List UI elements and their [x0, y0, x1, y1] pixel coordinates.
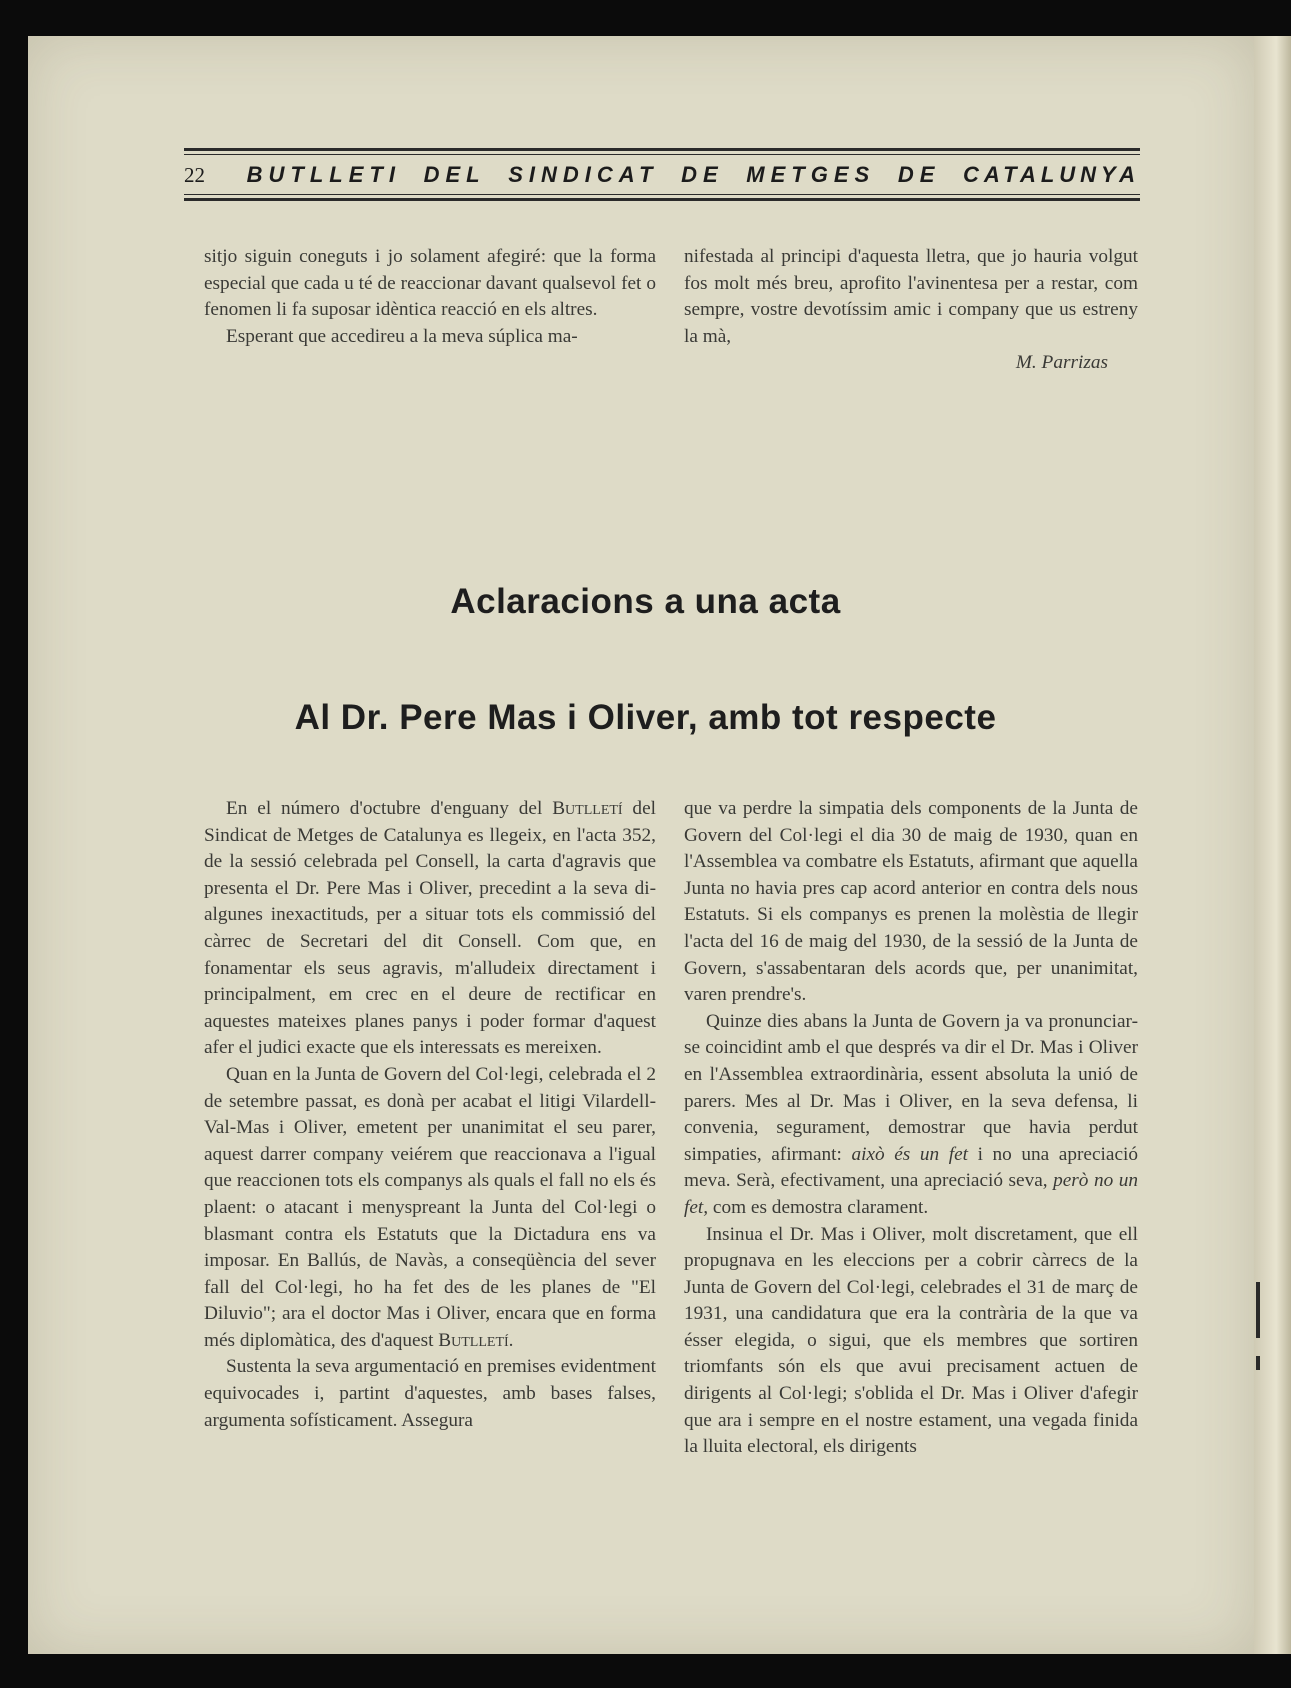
paragraph [204, 796, 656, 1062]
paragraph: sitjo siguin coneguts i jo solament afegiré: que la forma especial que cada u té de reaccionar davant qualsevol fet o fenomen li fa suposar idèntica reacció en els altres. [204, 246, 656, 321]
paragraph: Esperant que accedireu a la meva súplica ma- [226, 325, 578, 347]
article-right-column [684, 796, 1138, 1461]
header-word: DE [897, 162, 941, 187]
header-line [184, 162, 1140, 188]
text-run: En el número d'octubre d'enguany del [226, 798, 553, 819]
page-edge [1254, 36, 1291, 1654]
letter-left-column [204, 244, 656, 350]
article-subtitle: Al Dr. Pere Mas i Oliver, amb tot respecte [294, 698, 997, 737]
text-run: com es demostra clarament. [708, 1196, 929, 1218]
header-word: METGES [746, 162, 876, 187]
running-header [184, 148, 1140, 204]
letter-right-column [684, 244, 1138, 377]
paragraph: Insinua el Dr. Mas i Oliver, molt discretament, que ell propugnava en les eleccions per a cobrir càrrecs de la Junta de Govern del Col·legi, celebrades el 31 de març de 1931, una candidatura que era la contrària de la que va ésser elegida, o sigui, que els membres que sortiren triomfants són els que avui precisament actuen de dirigents al Col·legi; s'oblida el Dr. Mas i Oliver d'afegir que ara i sempre en el nostre estament, una vegada finida la lluita electoral, els dirigents [684, 1223, 1138, 1458]
ink-mark [1256, 1356, 1260, 1370]
header-rule-bottom [184, 198, 1140, 201]
header-word: DE [681, 162, 724, 187]
article-title: Aclaracions a una acta [450, 582, 841, 621]
signature: M. Parrizas [1015, 352, 1108, 374]
paragraph: nifestada al principi d'aquesta lletra, que jo hauria volgut fos molt més breu, aprofito l'avinentesa per a restar, com sempre, vostre devotíssim amic i company que us estreny la mà, [684, 246, 1138, 347]
page-number: 22 [184, 162, 205, 187]
journal-name: Butlletí [552, 798, 623, 819]
header-word: SINDICAT [508, 162, 659, 187]
text-run: Quinze dies abans la Junta de Govern ja va pronunciar-se coincidint amb el que després va dir el Dr. Mas i Oliver en l'Assemblea extraordinària, essent absoluta la unió de parers. Mes al Dr. Mas i Oliver, en la seva defensa, li convenia, segurament, demostrar que havia perdut simpaties, afirmant: [684, 1010, 1138, 1165]
header-rule-top [184, 148, 1140, 151]
article-left-column [204, 796, 656, 1434]
ink-mark [1256, 1282, 1260, 1338]
text-run: i no una apreciació meva. Serà, efectivament, una apreciació seva, [684, 1143, 1138, 1192]
paragraph: que va perdre la simpatia dels components de la Junta de Govern del Col·legi el dia 30 de maig de 1930, quan en l'Assemblea va combatre els Estatuts, afirmant que aquella Junta no havia pres cap acord anterior en contra dels nous Estatuts. Si els companys es prenen la molèstia de llegir l'acta del 16 de maig del 1930, de la sessió de la Junta de Govern, s'assabentaran dels acords que, per unanimitat, varen prendre's. [684, 798, 1138, 1006]
paragraph [204, 1062, 656, 1355]
text-run: Quan en la Junta de Govern del Col·legi, celebrada el 2 de setembre passat, es donà per acabat el litigi Vilardell-Val-Mas i Oliver, emetent per unanimitat el seu parer, aquest darrer company veiérem que reaccionava a l'igual que reaccionen tots els companys als quals el fall no els és plaent: o atacant i menyspreant la Junta del Col·legi o blasmant contra els Estatuts que la Dictadura ens va imposar. En Ballús, de Navàs, a conseqüència del sever fall del Col·legi, ho ha fet des de les planes de "El Diluvio"; ara el doctor Mas i Oliver, encara que en forma més diplomàtica, des d'aquest [204, 1063, 656, 1351]
paragraph: Sustenta la seva argumentació en premises evidentment equivocades i, partint d'aquestes, amb bases falses, argumenta sofísticament. Assegura [204, 1356, 656, 1431]
header-word: BUTLLETI [246, 162, 401, 187]
journal-name: Butlletí [438, 1329, 509, 1351]
text-run: . [508, 1329, 514, 1351]
italic-run: però no un fet, [684, 1170, 1138, 1218]
header-rule-bottom-thin [184, 194, 1140, 195]
header-word: CATALUNYA [963, 162, 1140, 187]
paragraph [684, 1009, 1138, 1222]
text-run: del Sindicat de Metges de Catalunya es llegeix, en l'acta 352, de la sessió celebrada pel Consell, la carta d'agravis que presenta el Dr. Pere Mas i Oliver, precedint a la seva di-algunes inexactituds, per a situar tots els commissió del càrrec de Secretari del dit Consell. Com que, en fonamentar els seus agravis, m'alludeix directament i principalment, em crec en el deure de rectificar en aquestes mateixes planes panys i poder formar d'aquest afer el judici exacte que els interessats es mereixen. [204, 798, 656, 1059]
header-word: DEL [423, 162, 486, 187]
italic-run: això és un fet [851, 1143, 969, 1165]
header-rule-top-thin [184, 154, 1140, 155]
